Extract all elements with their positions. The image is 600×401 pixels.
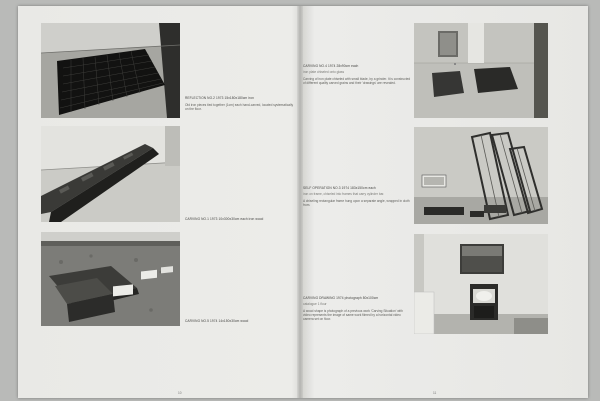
- caption-reflection: [185, 96, 295, 111]
- caption-body: A wood shape is photograph of a previous work 'Carving Situation' with video represents the image of same work filmed by a horizontal video camera set on floor.: [303, 308, 403, 321]
- caption-body: Old iron pieces tied together (1cm) each hand-carved, located systematically on the floor.: [185, 103, 294, 111]
- right-page: [301, 6, 588, 398]
- caption-carving-5: [185, 319, 295, 323]
- photo-gallery-mats: [414, 23, 548, 118]
- photo-wood-beams: [41, 126, 180, 222]
- photo-grid-floor: [41, 23, 180, 118]
- caption-title: CARVING NO.1 1973 10x300x30cm each iron wood: [185, 217, 264, 221]
- caption-body: iron on frame, chiseled into frames that carry cylinder bar.: [303, 191, 385, 196]
- caption-carving-4: [303, 64, 411, 85]
- page-number: 11: [433, 391, 437, 395]
- caption-credit: A chiseling rectangular frame hung upon a separate angle, wrapped in cloth from.: [303, 198, 410, 207]
- caption-carving-1: [185, 217, 297, 221]
- caption-body: catalogue 1 flour: [303, 301, 327, 306]
- caption-title: CARVING DRAWING 1974 photograph 80x100cm: [303, 296, 379, 300]
- caption-body: iron plate chiseled onto glass: [303, 69, 345, 74]
- caption-self-operation: [303, 186, 411, 207]
- caption-title: CARVING NO.5 1974 14x150x30cm wood: [185, 319, 249, 323]
- photo-outdoor-blocks: [41, 232, 180, 326]
- caption-title: CARVING NO.4 1974 28x90cm each: [303, 64, 359, 68]
- left-page: [18, 6, 300, 398]
- caption-body: Carving of iron plate chiseled with small blade, by a grinder. It is constructed of different quality carved grains and their 'drawings' are revealed.: [303, 76, 411, 85]
- photo-leaning-frames: [414, 127, 548, 224]
- caption-title: SELF OPERATION NO.3 1974 183x150cm each: [303, 186, 376, 190]
- page-number: 10: [178, 391, 182, 395]
- caption-carving-drawing: [303, 296, 411, 321]
- caption-title: REFLECTION NO.2 1973 15x180x180cm iron: [185, 96, 254, 100]
- photo-monitor-display: [414, 234, 548, 334]
